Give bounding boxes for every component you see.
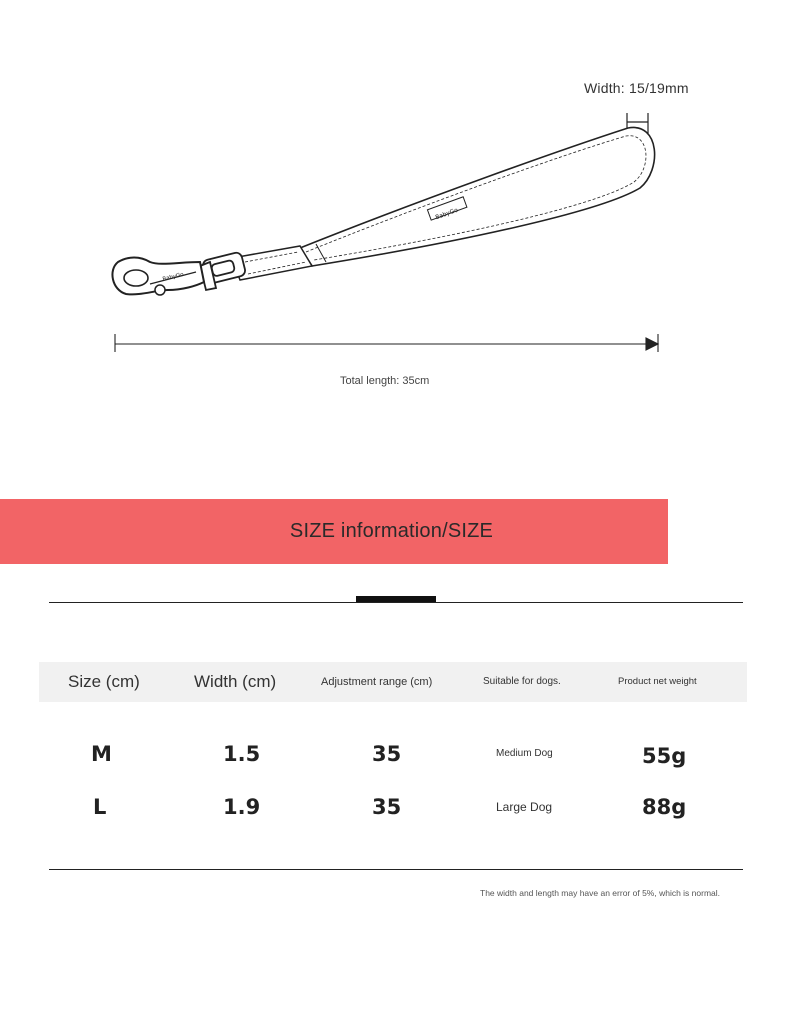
cell-suitable-for: Medium Dog [496,748,553,759]
header-size: Size (cm) [68,672,140,691]
leash-illustration [0,60,790,360]
snap-hook [112,258,204,296]
header-suitable-for: Suitable for dogs. [483,676,561,687]
header-net-weight: Product net weight [618,676,697,687]
footnote: The width and length may have an error of 5%, which is normal. [480,888,721,898]
header-adjustment-range: Adjustment range (cm) [321,676,433,688]
divider-bottom [49,869,743,870]
svg-text:BabyGo: BabyGo [161,271,185,283]
cell-net-weight: 55g [642,744,687,768]
cell-width: 1.9 [223,795,261,819]
svg-text:BabyGo: BabyGo [434,206,459,222]
length-label: Total length: 35cm [340,375,430,387]
divider-accent [356,596,436,602]
cell-net-weight: 88g [642,795,687,819]
cell-adjustment-range: 35 [372,795,402,819]
cell-size: L [93,795,107,819]
cell-suitable-for: Large Dog [496,800,553,814]
divider-top [49,602,743,603]
table-header [39,662,747,702]
length-dimension-arrow [115,334,658,352]
cell-size: M [91,742,112,766]
cell-adjustment-range: 35 [372,742,402,766]
table-row [0,795,790,825]
table-row [0,742,790,772]
cell-width: 1.5 [223,742,261,766]
width-label: Width: 15/19mm [584,80,689,96]
swivel-ring [200,252,246,290]
banner-title: SIZE information/SIZE [289,520,494,542]
leash-strap [300,127,655,266]
header-width: Width (cm) [194,672,277,691]
size-banner [0,499,668,564]
